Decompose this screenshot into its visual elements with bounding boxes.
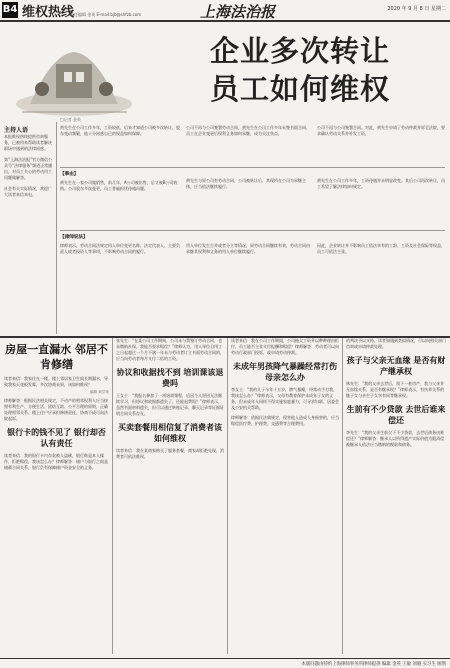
case-text: 黄先生在一家公司做销售，前几年，A公司被出售，后又被B公司收购。公司股东多次变更，员工普遍担忧待遇问题。	[60, 180, 178, 191]
story-text: 张先生：“在某公司工作期间，公司未与我签订劳动合同，也未缴纳社保，我能否要求赔偿？”律师认为，用人单位自用工之日起超过一个月不满一年未与劳动者订立书面劳动合同的，应当向劳动者每月支付二倍的工资。	[116, 338, 224, 361]
lawyer-col-2: 用人单位发生合并或者分立等情况，原劳动合同继续有效，劳动合同由承继其权利和义务的用人单位继续履行。	[186, 243, 310, 254]
story-text: 林先生：“我的父亲去世后，留下一套房产，我与父亲并无血缘关系，是否有继承权？”律师表示，有扶养关系的继子女与亲生子女享有同等继承权。	[346, 381, 445, 398]
story-text: 读者来信：我的银行卡内存款被人盗刷，银行称是本人操作，拒绝赔偿，我该怎么办？律师解答：储户与银行之间是储蓄合同关系，银行负有保障储户资金安全的义务。	[4, 453, 108, 470]
case-col-2: 黄先生与原公司有劳动合同，公司被转让后，其现所在公司为承继主体，应当依法继续履行。	[186, 178, 306, 189]
story-editor: 编辑 黄学荣	[89, 390, 109, 394]
story-headline: 房屋一直漏水 邻居不肯修缮	[5, 343, 108, 371]
story-text: 律师解答：根据民法相关规定，不动产的相邻权利人应当按照有利生产、方便生活、团结互助、公平合理的原则，正确处理相邻关系。楼上住户应承担修缮责任，协商不成可向法院起诉。	[4, 398, 108, 421]
lawyer-col-3: 因此，企业转让并不影响员工依法享有的工龄、工资及社会保险等权益，员工可依法主张。	[317, 243, 445, 254]
host-note: 社会有关实际情况，欢迎广大读者来信来电。	[4, 186, 52, 197]
story-headline: 孩子与父亲无血缘 是否有财产继承权	[346, 355, 446, 376]
masthead	[0, 0, 450, 22]
story-text: 李女士：“我的儿子今年十五岁，脾气暴躁，经常动手打我，我该怎么办？”律师表示，父母有教育保护未成年子女的义务，但未成年人同样不得实施家庭暴力，可寻求妇联、居委会及公安机关帮助。	[231, 387, 339, 410]
lawyer-col-1: 律师表示，劳动合同法规定用人单位变更名称、法定代表人、主要负责人或者投资人等事项，不影响劳动合同的履行。	[60, 243, 180, 254]
illustration-image	[12, 34, 137, 120]
story-text: 读者来信：我家住在一楼，楼上邻居家卫生间长期漏水，导致我家天花板发霉，多次协商未果，该如何维权？	[4, 376, 108, 387]
qa-column-3	[231, 338, 339, 654]
headline-line-2: 员工如何维权	[209, 72, 390, 106]
qa-column-2	[116, 338, 224, 654]
column-divider	[227, 338, 228, 654]
story-text: 的判决予以支持。读者如遇到类似情况，可以向相关部门咨询或申请仲裁处理。	[346, 338, 446, 349]
page-footer	[0, 658, 450, 668]
case-label: 【事由】	[60, 172, 79, 177]
intro-col-2: 公司不再与公司签署劳动合同，黄先生在公司工作多年未签书面合同，员工在企业变更后权利义务如何承继，成为关注焦点。	[186, 125, 310, 136]
story-text: 读者来信：我在公司工作期间，公司拖欠工资并以种种理由拒付，员工能否主张支付报酬和赔偿？律师解答：劳动者可以向劳动行政部门投诉，或申请劳动仲裁。	[231, 338, 339, 355]
case-col-3: 黄先生在公司工作多年，工资待遇并未明显改变。其后公司再次转让，员工希望了解法律如何规定。	[317, 178, 445, 189]
column-divider	[342, 338, 343, 654]
headline-line-1: 企业多次转让	[209, 34, 390, 68]
byline: □记者 金英	[60, 117, 82, 122]
intro-col-3: 公司不再与公司签署合同。对此，黄先生申请了劳动仲裁并诉至法院，要求确认劳动关系并补发工资。	[317, 125, 445, 136]
qa-column-4	[346, 338, 446, 654]
host-notes	[4, 134, 54, 203]
story-text: 王女士：“我报名参加了一项培训课程，后因个人原因无法继续学习，但协议和收据都遗失了，还能退费吗？”律师表示，虽然书面材料遗失，但可以通过转账记录、聊天记录等证据证明合同关系存在。	[116, 393, 224, 416]
footer-credits: 本版问题由特约上海律师事务所律师提供 编辑 金英 王敏 刘晓 实习生 顾然	[301, 662, 446, 667]
headline	[150, 32, 450, 108]
editor-info: 责任编辑 金英 E-mail:bjb@shfzb.com	[70, 12, 142, 17]
paper-name: 上海法治报	[200, 3, 276, 21]
column-divider	[56, 122, 57, 334]
host-notes-title: 主持人语	[4, 127, 29, 134]
story-text: 李先生：“我的父亲生前欠下不少贷款，去世后债务由谁偿还？”律师解答：继承人以所得遗产实际价值为限清偿被继承人依法应当缴纳的税款和债务。	[346, 430, 445, 447]
section-rule	[60, 230, 445, 231]
section-rule	[60, 167, 445, 168]
page-number: B4	[2, 2, 18, 18]
qa-column-1	[4, 338, 109, 654]
qa-section	[0, 338, 450, 658]
issue-date: 2020 年 9 月 8 日 星期二	[387, 6, 446, 12]
intro-col-1: 黄先生在公司工作多年，工资较低，后来才知道公司被多次转让、股东变动频繁，他十分困惑自己的权益如何保障。	[60, 125, 180, 136]
host-note: 第“上海法治报”官方微信公众号“法律服务”频道正常播出，对员工关心的劳动用工问题做解答。	[4, 157, 53, 180]
story-headline: 协议和收据找不到 培训课该退费吗	[116, 367, 224, 388]
host-note: 本报维权热线提供咨询服务，已被用来帮助读者解决职场中遇到的法律困惑。	[4, 134, 52, 151]
feature-article	[0, 24, 450, 336]
story-headline: 生前有不少贷款 去世后谁来偿还	[346, 404, 446, 425]
story-headline: 未成年男孩降气暴躁经常打伤母亲怎么办	[233, 361, 337, 382]
section-title: 维权热线	[22, 5, 75, 20]
case-col-1	[60, 172, 180, 192]
lawyer-label: 【律师说法】	[60, 235, 88, 240]
story-headline: 买卖套餐用相信复了消费者该如何维权	[118, 422, 222, 443]
story-text: 律师解答：依据民法典规定，侵害他人造成人身损害的，应当赔偿医疗费、护理费、交通费等合理费用。	[231, 415, 339, 426]
story-headline: 银行卡的钱不见了 银行却否认有责任	[7, 427, 106, 448]
story-text: 读者来信：我在某商家购买了服务套餐，商家却拒绝兑现，消费者可依法维权。	[116, 448, 224, 459]
column-divider	[112, 338, 113, 654]
